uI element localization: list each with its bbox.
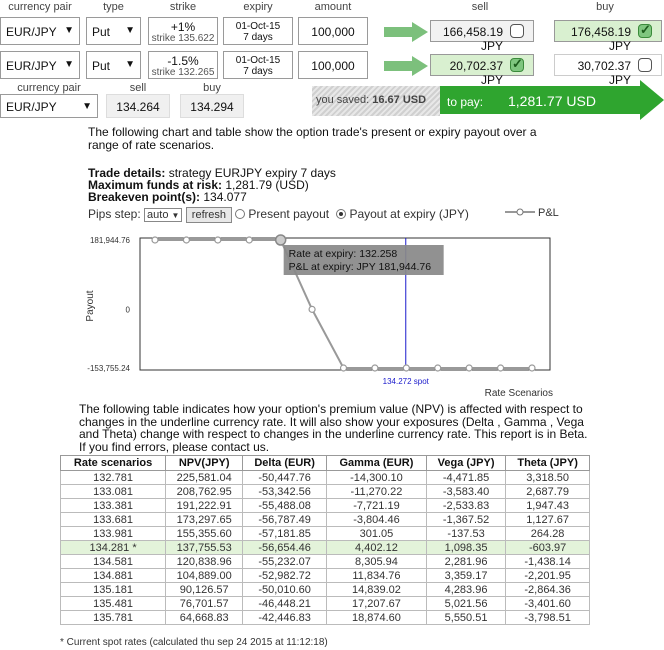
spot-buy-value: 134.294 xyxy=(190,100,234,114)
table-cell: 155,355.60 xyxy=(166,527,243,541)
y-tick-label: 0 xyxy=(125,305,130,315)
table-cell: 134.881 xyxy=(61,569,166,583)
data-point xyxy=(372,365,378,371)
table-header-3: Gamma (EUR) xyxy=(326,456,426,471)
payout-chart xyxy=(0,228,664,400)
data-point xyxy=(246,237,252,243)
table-cell: 134.281 * xyxy=(61,541,166,555)
chevron-down-icon: ▼ xyxy=(64,25,74,36)
table-cell: 133.081 xyxy=(61,485,166,499)
table-cell: 76,701.57 xyxy=(166,597,243,611)
data-point xyxy=(215,237,221,243)
spot-buy-rate xyxy=(180,94,244,118)
breakeven-value: 134.077 xyxy=(203,190,247,204)
table-cell: 133.981 xyxy=(61,527,166,541)
type-value: Put xyxy=(92,25,111,39)
type-select-1[interactable] xyxy=(86,17,141,45)
table-cell: 208,762.95 xyxy=(166,485,243,499)
table-cell: 64,668.83 xyxy=(166,611,243,625)
table-cell: 225,581.04 xyxy=(166,471,243,485)
exposure-table xyxy=(60,455,590,625)
table-row xyxy=(61,569,590,583)
strike-field-2[interactable] xyxy=(148,51,218,79)
table-cell: 134.581 xyxy=(61,555,166,569)
data-point xyxy=(152,237,158,243)
y-axis-label: Payout xyxy=(85,290,96,322)
table-header-5: Theta (JPY) xyxy=(506,456,590,471)
table-row xyxy=(61,555,590,569)
sell-checkbox-1[interactable] xyxy=(510,24,524,38)
table-cell: -3,798.51 xyxy=(506,611,590,625)
y-tick-label: -153,755.24 xyxy=(87,364,130,373)
table-header-0: Rate scenarios xyxy=(61,456,166,471)
table-cell: -50,010.60 xyxy=(243,583,327,597)
spot-header-pair: currency pair xyxy=(17,82,81,94)
data-point xyxy=(466,365,472,371)
table-cell: 132.781 xyxy=(61,471,166,485)
buy-price-value: 176,458.19 JPY xyxy=(570,25,631,53)
table-cell: -3,583.40 xyxy=(426,485,505,499)
header-currency-pair: currency pair xyxy=(8,1,72,13)
spot-currency-pair-select[interactable] xyxy=(0,94,98,118)
pips-value: auto xyxy=(147,209,169,221)
table-cell: 90,126.57 xyxy=(166,583,243,597)
header-strike: strike xyxy=(169,1,197,13)
table-cell: 4,402.12 xyxy=(326,541,426,555)
table-cell: -14,300.10 xyxy=(326,471,426,485)
trade-details xyxy=(88,167,568,203)
table-header-1: NPV(JPY) xyxy=(166,456,243,471)
table-cell: 14,839.02 xyxy=(326,583,426,597)
expiry-date: 01-Oct-15 xyxy=(235,55,281,66)
report-footnote: * Current spot rates (calculated thu sep 24 2015 at 11:12:18) xyxy=(60,637,328,648)
table-row xyxy=(61,471,590,485)
strike-percent: -1.5% xyxy=(167,54,199,68)
sell-price-value: 166,458.19 JPY xyxy=(442,25,503,53)
chevron-down-icon: ▼ xyxy=(125,25,135,36)
pips-select[interactable] xyxy=(144,208,182,222)
amount-field-2[interactable] xyxy=(298,51,368,79)
legend-label: P&L xyxy=(538,207,559,219)
table-cell: 1,947.43 xyxy=(506,499,590,513)
type-value: Put xyxy=(92,59,111,73)
chart-controls xyxy=(88,207,469,223)
header-amount: amount xyxy=(314,1,352,13)
pay-value: 1,281.77 USD xyxy=(508,93,596,109)
table-cell: -3,804.46 xyxy=(326,513,426,527)
table-header-4: Vega (JPY) xyxy=(426,456,505,471)
table-cell: -137.53 xyxy=(426,527,505,541)
table-row xyxy=(61,583,590,597)
amount-field-1[interactable] xyxy=(298,17,368,45)
spot-header-sell: sell xyxy=(129,82,147,94)
table-row xyxy=(61,541,590,555)
table-row xyxy=(61,513,590,527)
currency-pair-value: EUR/JPY xyxy=(6,25,57,39)
data-point xyxy=(498,365,504,371)
header-expiry: expiry xyxy=(243,1,273,13)
maxfunds-label: Maximum funds at risk: xyxy=(88,178,223,192)
data-point xyxy=(309,306,315,312)
saved-label: you saved: xyxy=(316,94,370,106)
sell-checkbox-2[interactable] xyxy=(510,58,524,72)
expiry-days: 7 days xyxy=(243,32,273,43)
table-cell: 191,222.91 xyxy=(166,499,243,513)
table-cell: -603.97 xyxy=(506,541,590,555)
table-cell: 133.381 xyxy=(61,499,166,513)
pay-label: to pay: xyxy=(447,95,484,109)
currency-pair-value: EUR/JPY xyxy=(6,59,57,73)
table-cell: -50,447.76 xyxy=(243,471,327,485)
table-cell: 5,550.51 xyxy=(426,611,505,625)
data-point xyxy=(183,237,189,243)
table-cell: -46,448.21 xyxy=(243,597,327,611)
chevron-down-icon: ▼ xyxy=(82,101,92,112)
expiry-payout-radio[interactable] xyxy=(336,209,346,219)
present-payout-radio[interactable] xyxy=(235,209,245,219)
strike-value: strike 135.622 xyxy=(151,33,215,44)
header-sell: sell xyxy=(471,1,489,13)
expiry-field-2[interactable] xyxy=(223,51,293,79)
savings-banner xyxy=(312,86,440,116)
table-cell: 135.181 xyxy=(61,583,166,597)
tooltip-rate: Rate at expiry: 132.258 xyxy=(288,248,398,260)
header-buy: buy xyxy=(596,1,614,13)
arrow-right-icon xyxy=(384,56,428,76)
refresh-button[interactable]: refresh xyxy=(186,207,232,223)
strike-percent: +1% xyxy=(170,20,196,34)
table-cell: 3,359.17 xyxy=(426,569,505,583)
table-cell: 2,281.96 xyxy=(426,555,505,569)
buy-checkbox-1[interactable] xyxy=(638,24,652,38)
table-row xyxy=(61,597,590,611)
table-cell: -2,864.36 xyxy=(506,583,590,597)
table-cell: 120,838.96 xyxy=(166,555,243,569)
table-cell: 104,889.00 xyxy=(166,569,243,583)
table-cell: 135.481 xyxy=(61,597,166,611)
table-cell: -53,342.56 xyxy=(243,485,327,499)
table-cell: 17,207.67 xyxy=(326,597,426,611)
type-select-2[interactable] xyxy=(86,51,141,79)
maxfunds-value: 1,281.79 (USD) xyxy=(225,178,309,192)
report-intro: The following table indicates how your option's premium value (NPV) is affected with respect to changes in the underline currency rate. It will also show your exposures (Delta , Gamma , Vega and Theta) change with respect to changes in the underline currency rate. This report is in Beta. If you find errors, please contact us. xyxy=(79,402,588,454)
trade-label: Trade details: xyxy=(88,166,166,180)
y-tick-label: 181,944.76 xyxy=(89,236,130,245)
legend-line-icon xyxy=(505,207,535,217)
table-cell: 5,021.56 xyxy=(426,597,505,611)
chart-intro: The following chart and table show the option trade's present or expiry payout over a range of rate scenarios. xyxy=(88,125,537,152)
amount-value: 100,000 xyxy=(311,25,355,39)
tooltip-pnl: P&L at expiry: JPY 181,944.76 xyxy=(288,261,432,273)
data-point xyxy=(341,365,347,371)
table-cell: -4,471.85 xyxy=(426,471,505,485)
saved-value: 16.67 USD xyxy=(372,94,427,106)
table-row xyxy=(61,485,590,499)
arrow-right-icon xyxy=(384,22,428,42)
table-cell: -2,533.83 xyxy=(426,499,505,513)
buy-checkbox-2[interactable] xyxy=(638,58,652,72)
buy-price-1[interactable] xyxy=(554,20,662,53)
table-cell: 8,305.94 xyxy=(326,555,426,569)
currency-pair-select-1[interactable] xyxy=(0,17,80,45)
table-cell: -2,201.95 xyxy=(506,569,590,583)
table-cell: -42,446.83 xyxy=(243,611,327,625)
strike-field-1[interactable] xyxy=(148,17,218,45)
table-cell: 3,318.50 xyxy=(506,471,590,485)
hover-point xyxy=(276,235,286,245)
breakeven-label: Breakeven point(s): xyxy=(88,190,201,204)
table-cell: -3,401.60 xyxy=(506,597,590,611)
table-row xyxy=(61,499,590,513)
table-row xyxy=(61,527,590,541)
buy-price-value: 30,702.37 JPY xyxy=(577,59,631,87)
chevron-down-icon: ▼ xyxy=(125,59,135,70)
table-cell: 137,755.53 xyxy=(166,541,243,555)
expiry-date: 01-Oct-15 xyxy=(235,21,281,32)
header-type: type xyxy=(103,1,124,13)
data-point xyxy=(529,365,535,371)
table-cell: -56,654.46 xyxy=(243,541,327,555)
amount-value: 100,000 xyxy=(311,59,355,73)
table-cell: -55,488.08 xyxy=(243,499,327,513)
table-cell: 1,098.35 xyxy=(426,541,505,555)
table-cell: 18,874.60 xyxy=(326,611,426,625)
table-cell: 133.681 xyxy=(61,513,166,527)
trade-value: strategy EURJPY expiry 7 days xyxy=(168,166,336,180)
table-cell: -1,367.52 xyxy=(426,513,505,527)
table-cell: -1,438.14 xyxy=(506,555,590,569)
table-cell: -55,232.07 xyxy=(243,555,327,569)
spot-label: 134.272 spot xyxy=(382,377,429,386)
strike-value: strike 132.265 xyxy=(151,67,215,78)
chevron-down-icon: ▼ xyxy=(64,59,74,70)
table-cell: -7,721.19 xyxy=(326,499,426,513)
table-cell: 1,127.67 xyxy=(506,513,590,527)
table-cell: -57,181.85 xyxy=(243,527,327,541)
table-cell: -11,270.22 xyxy=(326,485,426,499)
pips-label: Pips step: xyxy=(88,207,141,221)
currency-pair-select-2[interactable] xyxy=(0,51,80,79)
expiry-field-1[interactable] xyxy=(223,17,293,45)
data-point xyxy=(435,365,441,371)
sell-price-2[interactable] xyxy=(430,54,534,87)
table-cell: 301.05 xyxy=(326,527,426,541)
x-axis-label: Rate Scenarios xyxy=(484,388,553,399)
buy-price-2[interactable] xyxy=(554,54,662,87)
table-cell: -52,982.72 xyxy=(243,569,327,583)
spot-sell-rate xyxy=(106,94,170,118)
expiry-days: 7 days xyxy=(243,66,273,77)
spot-header-buy: buy xyxy=(203,82,221,94)
sell-price-value: 20,702.37 JPY xyxy=(449,59,503,87)
table-cell: 2,687.79 xyxy=(506,485,590,499)
table-cell: 11,834.76 xyxy=(326,569,426,583)
table-cell: 135.781 xyxy=(61,611,166,625)
table-cell: -56,787.49 xyxy=(243,513,327,527)
table-cell: 173,297.65 xyxy=(166,513,243,527)
table-header-2: Delta (EUR) xyxy=(243,456,327,471)
table-row xyxy=(61,611,590,625)
table-cell: 4,283.96 xyxy=(426,583,505,597)
spot-pair-value: EUR/JPY xyxy=(6,100,57,114)
sell-price-1[interactable] xyxy=(430,20,534,53)
data-point xyxy=(403,365,409,371)
expiry-payout-label: Payout at expiry (JPY) xyxy=(349,207,469,221)
spot-sell-value: 134.264 xyxy=(116,100,160,114)
chevron-down-icon: ▼ xyxy=(171,211,180,220)
table-cell: 264.28 xyxy=(506,527,590,541)
present-payout-label: Present payout xyxy=(248,207,330,221)
